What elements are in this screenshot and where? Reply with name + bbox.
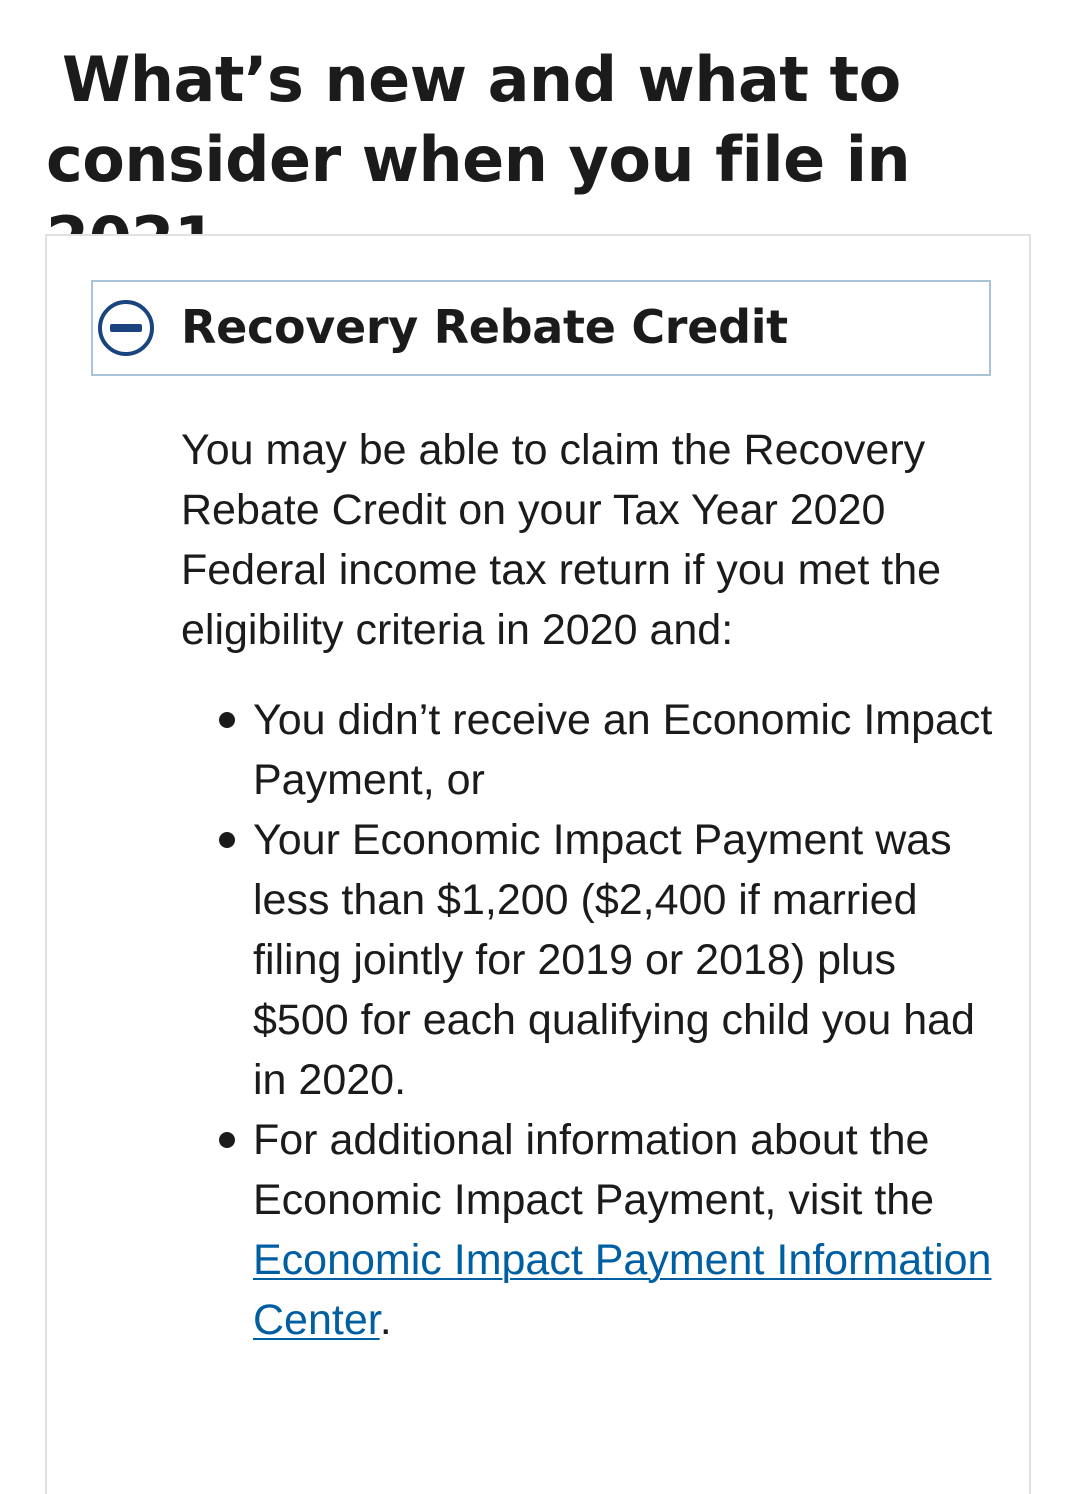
bullet-icon: [219, 832, 235, 848]
accordion-toggle-recovery-rebate-credit[interactable]: [91, 280, 991, 376]
accordion-title: Recovery Rebate Credit: [181, 300, 788, 354]
page-title-line-2: consider when you file in: [46, 123, 911, 196]
accordion-panel: [45, 234, 1031, 1494]
eligibility-list: [181, 690, 1001, 1350]
list-item-text: You didn’t receive an Economic Impact Payment, or: [253, 696, 993, 804]
minus-circle-icon[interactable]: [97, 299, 155, 357]
bullet-icon: [219, 1132, 235, 1148]
list-item-text-suffix: .: [379, 1296, 392, 1344]
list-item: [181, 690, 1001, 810]
list-item-text: Your Economic Impact Payment was less than $1,200 ($2,400 if married filing jointly for 2019 or 2018) plus $500 for each qualifying child you had in 2020.: [253, 816, 975, 1104]
page-title-line-1: What’s new and what to: [62, 43, 901, 116]
intro-paragraph: You may be able to claim the Recovery Rebate Credit on your Tax Year 2020 Federal income tax return if you met the eligibility criteria in 2020 and:: [181, 426, 942, 654]
bullet-icon: [219, 712, 235, 728]
eip-information-center-link[interactable]: Economic Impact Payment Information Center: [253, 1236, 992, 1344]
accordion-content: [181, 420, 1001, 1350]
list-item-text-prefix: For additional information about the Economic Impact Payment, visit the: [253, 1116, 935, 1224]
list-item: [181, 1110, 1001, 1350]
list-item: [181, 810, 1001, 1110]
